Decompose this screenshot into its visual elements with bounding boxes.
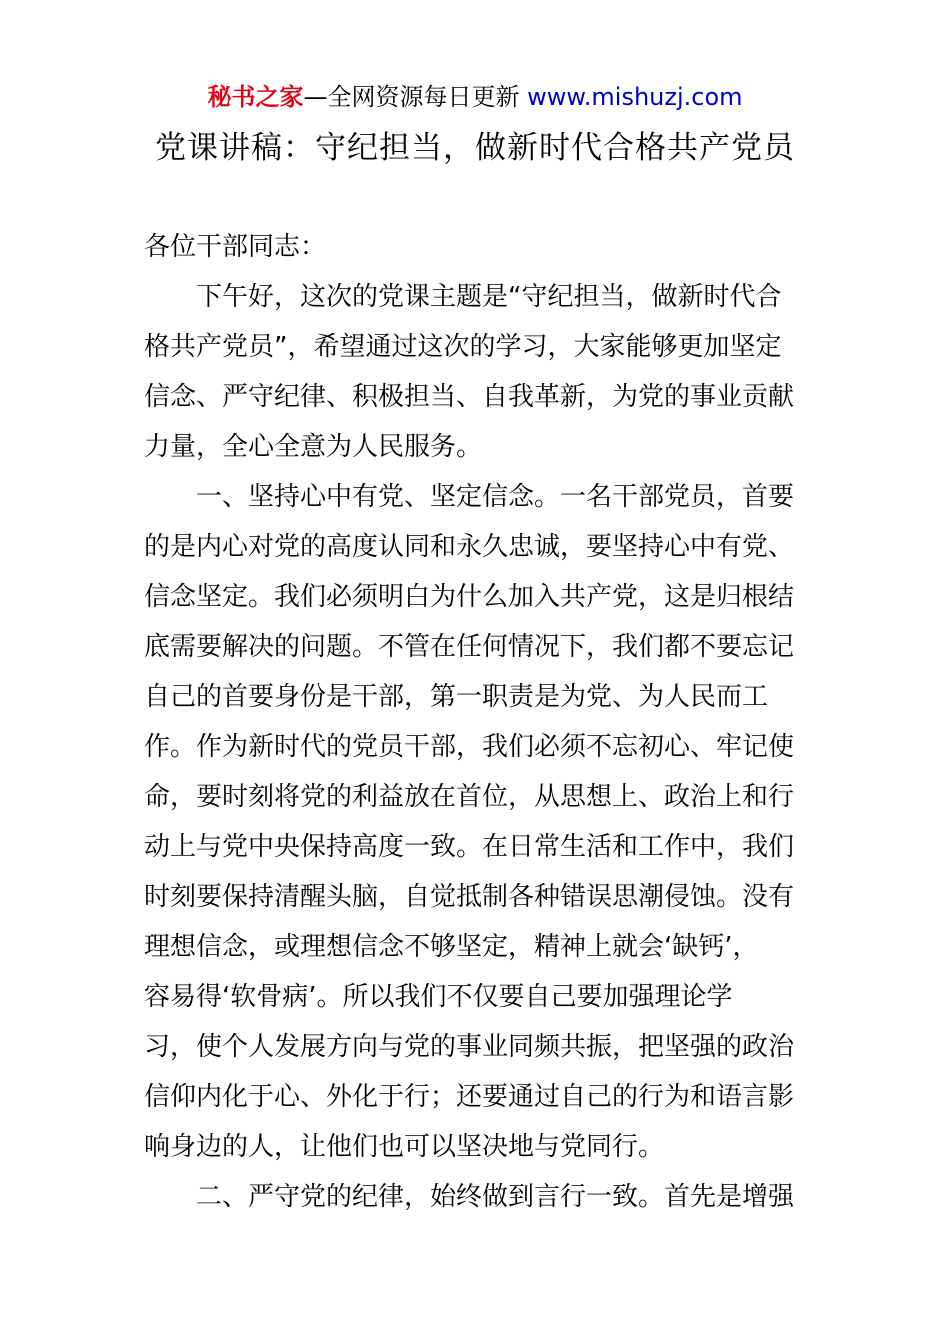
body-line: 底需要解决的问题。不管在任何情况下，我们都不要忘记 [144, 632, 795, 662]
salutation-line: 各位干部同志： [144, 232, 327, 262]
body-line: 下午好，这次的党课主题是“守纪担当，做新时代合 [196, 282, 782, 312]
site-header [0, 80, 950, 114]
body-line: 时刻要保持清醒头脑，自觉抵制各种错误思潮侵蚀。没有 [144, 882, 795, 912]
body-line: 信念坚定。我们必须明白为什么加入共产党，这是归根结 [144, 582, 795, 612]
body-line: 习，使个人发展方向与党的事业同频共振，把坚强的政治 [144, 1032, 795, 1062]
site-brand: 秘书之家 [207, 83, 304, 111]
document-body [144, 222, 808, 1222]
body-line: 响身边的人，让他们也可以坚决地与党同行。 [144, 1132, 665, 1162]
site-tagline: —全网资源每日更新 [303, 83, 520, 111]
body-line: 的是内心对党的高度认同和永久忠诚，要坚持心中有党、 [144, 532, 795, 562]
document-title: 党课讲稿：守纪担当，做新时代合格共产党员 [155, 130, 795, 166]
body-line: 二、严守党的纪律，始终做到言行一致。首先是增强 [196, 1182, 795, 1212]
body-line: 自己的首要身份是干部，第一职责是为党、为人民而工 [144, 682, 769, 712]
body-line: 格共产党员”，希望通过这次的学习，大家能够更加坚定 [144, 332, 782, 362]
body-line: 信仰内化于心、外化于行；还要通过自己的行为和语言影 [144, 1082, 795, 1112]
body-line: 命，要时刻将党的利益放在首位，从思想上、政治上和行 [144, 782, 795, 812]
body-line: 动上与党中央保持高度一致。在日常生活和工作中，我们 [144, 832, 795, 862]
body-line: 容易得‘软骨病’。所以我们不仅要自己要加强理论学 [144, 982, 733, 1012]
site-url-link[interactable]: www.mishuzj.com [527, 83, 743, 111]
body-line: 理想信念，或理想信念不够坚定，精神上就会‘缺钙’， [144, 932, 759, 962]
body-line: 一、坚持心中有党、坚定信念。一名干部党员，首要 [196, 482, 795, 512]
body-line: 作。作为新时代的党员干部，我们必须不忘初心、牢记使 [144, 732, 795, 762]
body-line: 力量，全心全意为人民服务。 [144, 432, 483, 462]
body-line: 信念、严守纪律、积极担当、自我革新，为党的事业贡献 [144, 382, 795, 412]
